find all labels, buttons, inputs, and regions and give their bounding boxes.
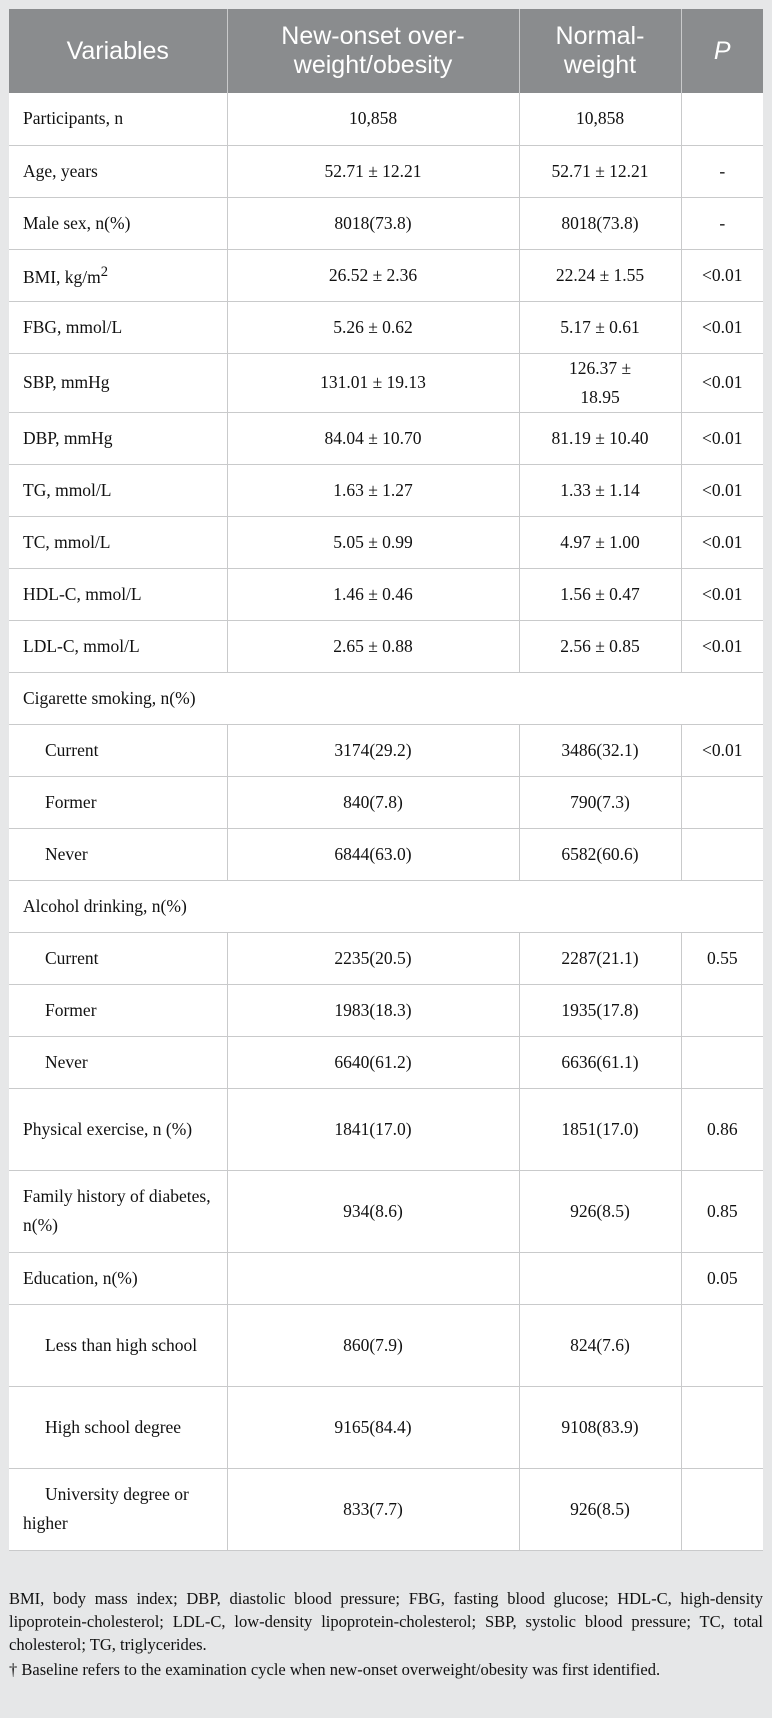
value-p: [681, 984, 763, 1036]
table-row-tc: [9, 516, 763, 568]
value-new-onset: 2235(20.5): [227, 932, 519, 984]
table-row-group-cigarette-smoking: [9, 672, 763, 724]
table-row-fbg: [9, 301, 763, 353]
value-normal-weight: 81.19 ± 10.40: [519, 412, 681, 464]
value-p: [681, 1386, 763, 1468]
value-p: <0.01: [681, 353, 763, 412]
value-normal-weight: 6636(61.1): [519, 1036, 681, 1088]
table-row-participants: [9, 93, 763, 145]
row-label: Former: [9, 776, 227, 828]
value-p: 0.86: [681, 1088, 763, 1170]
row-label-text: University degree or higher: [23, 1484, 189, 1533]
value-p: [681, 93, 763, 145]
value-normal-weight: 52.71 ± 12.21: [519, 145, 681, 197]
value-normal-weight: 5.17 ± 0.61: [519, 301, 681, 353]
table-row-ldl-c: [9, 620, 763, 672]
table-footnotes: [9, 1587, 763, 1681]
row-label: [9, 1304, 227, 1386]
value-normal-weight: 926(8.5): [519, 1468, 681, 1550]
abbreviations-footnote: BMI, body mass index; DBP, diastolic blood pressure; FBG, fasting blood glucose; HDL-C, high-density lipoprotein-cholesterol; LDL-C, low-density lipoprotein-cholesterol; SBP, systolic blood pressure; TC, total cholesterol; TG, triglycerides.: [9, 1589, 763, 1654]
value-p: 0.55: [681, 932, 763, 984]
row-label: Former: [9, 984, 227, 1036]
row-label: Age, years: [9, 145, 227, 197]
row-label: SBP, mmHg: [9, 353, 227, 412]
table-row-smoking-former: [9, 776, 763, 828]
table-row-sbp: [9, 353, 763, 412]
value-new-onset: 8018(73.8): [227, 197, 519, 249]
value-new-onset: [227, 1252, 519, 1304]
value-new-onset: 131.01 ± 19.13: [227, 353, 519, 412]
table-row-education-high-school: [9, 1386, 763, 1468]
value-p: -: [681, 145, 763, 197]
row-label-text: BMI, kg/m: [23, 266, 101, 287]
value-p: [681, 1304, 763, 1386]
value-normal-weight: 4.97 ± 1.00: [519, 516, 681, 568]
table-row-age: [9, 145, 763, 197]
value-p: [681, 1468, 763, 1550]
group-label: Alcohol drinking, n(%): [9, 880, 763, 932]
value-normal-weight: 6582(60.6): [519, 828, 681, 880]
value-normal-weight: 126.37 ± 18.95: [519, 353, 681, 412]
row-label: Physical exercise, n (%): [9, 1088, 227, 1170]
value-new-onset: 1983(18.3): [227, 984, 519, 1036]
value-new-onset: 860(7.9): [227, 1304, 519, 1386]
row-label: Education, n(%): [9, 1252, 227, 1304]
value-normal-weight: 9108(83.9): [519, 1386, 681, 1468]
header-p-value: P: [681, 9, 763, 93]
value-new-onset: 5.05 ± 0.99: [227, 516, 519, 568]
value-normal-weight: 790(7.3): [519, 776, 681, 828]
value-new-onset: 26.52 ± 2.36: [227, 249, 519, 301]
value-normal-weight: 10,858: [519, 93, 681, 145]
row-label-text: High school degree: [45, 1416, 182, 1437]
value-p: 0.05: [681, 1252, 763, 1304]
table-row-family-history-diabetes: [9, 1170, 763, 1252]
value-new-onset: 3174(29.2): [227, 724, 519, 776]
value-p: [681, 776, 763, 828]
value-new-onset: 6640(61.2): [227, 1036, 519, 1088]
header-normal-weight: Normal-weight: [519, 9, 681, 93]
value-normal-weight: 824(7.6): [519, 1304, 681, 1386]
value-normal-weight: 926(8.5): [519, 1170, 681, 1252]
table-row-physical-exercise: [9, 1088, 763, 1170]
value-normal-weight: 1851(17.0): [519, 1088, 681, 1170]
baseline-characteristics-table: [9, 9, 763, 1551]
table-row-tg: [9, 464, 763, 516]
row-label: FBG, mmol/L: [9, 301, 227, 353]
superscript: 2: [100, 264, 109, 281]
header-new-onset-overweight-obesity: New-onset over-weight/obesity: [227, 9, 519, 93]
table-row-alcohol-former: [9, 984, 763, 1036]
row-label: TC, mmol/L: [9, 516, 227, 568]
row-label: Family history of diabetes, n(%): [9, 1170, 227, 1252]
table-row-hdl-c: [9, 568, 763, 620]
value-normal-weight: 8018(73.8): [519, 197, 681, 249]
row-label: LDL-C, mmol/L: [9, 620, 227, 672]
row-label: Current: [9, 932, 227, 984]
value-p: <0.01: [681, 620, 763, 672]
row-label: HDL-C, mmol/L: [9, 568, 227, 620]
value-p: <0.01: [681, 724, 763, 776]
group-label: Cigarette smoking, n(%): [9, 672, 763, 724]
value-p: <0.01: [681, 301, 763, 353]
value-p: <0.01: [681, 568, 763, 620]
table-row-male-sex: [9, 197, 763, 249]
row-label: Never: [9, 1036, 227, 1088]
value-p: 0.85: [681, 1170, 763, 1252]
row-label: [9, 1468, 227, 1550]
value-new-onset: 84.04 ± 10.70: [227, 412, 519, 464]
table-row-smoking-current: [9, 724, 763, 776]
baseline-definition-footnote: † Baseline refers to the examination cycle when new-onset overweight/obesity was first identified.: [9, 1660, 661, 1679]
table-header-row: [9, 9, 763, 93]
value-new-onset: 1.46 ± 0.46: [227, 568, 519, 620]
value-p: [681, 1036, 763, 1088]
table-row-alcohol-never: [9, 1036, 763, 1088]
value-new-onset: 6844(63.0): [227, 828, 519, 880]
value-new-onset: 2.65 ± 0.88: [227, 620, 519, 672]
value-normal-weight: 3486(32.1): [519, 724, 681, 776]
value-new-onset: 840(7.8): [227, 776, 519, 828]
value-normal-weight: 1.56 ± 0.47: [519, 568, 681, 620]
value-new-onset: 1.63 ± 1.27: [227, 464, 519, 516]
value-new-onset: 52.71 ± 12.21: [227, 145, 519, 197]
row-label: Current: [9, 724, 227, 776]
value-normal-weight: 2287(21.1): [519, 932, 681, 984]
value-normal-weight: 2.56 ± 0.85: [519, 620, 681, 672]
row-label: DBP, mmHg: [9, 412, 227, 464]
value-p: <0.01: [681, 516, 763, 568]
row-label: [9, 1386, 227, 1468]
value-p: <0.01: [681, 412, 763, 464]
value-new-onset: 9165(84.4): [227, 1386, 519, 1468]
table-row-education-less-than-high-school: [9, 1304, 763, 1386]
table-row-education-university: [9, 1468, 763, 1550]
value-new-onset: 5.26 ± 0.62: [227, 301, 519, 353]
value-p: <0.01: [681, 249, 763, 301]
value-normal-weight: 1935(17.8): [519, 984, 681, 1036]
table-row-smoking-never: [9, 828, 763, 880]
value-new-onset: 1841(17.0): [227, 1088, 519, 1170]
table-row-education: [9, 1252, 763, 1304]
row-label: Never: [9, 828, 227, 880]
value-normal-weight: [519, 1252, 681, 1304]
table-row-bmi: [9, 249, 763, 301]
row-label: Male sex, n(%): [9, 197, 227, 249]
row-label: Participants, n: [9, 93, 227, 145]
row-label-text: Less than high school: [45, 1334, 198, 1355]
value-new-onset: 833(7.7): [227, 1468, 519, 1550]
row-label: [9, 249, 227, 301]
header-variables: Variables: [9, 9, 227, 93]
value-normal-weight: 22.24 ± 1.55: [519, 249, 681, 301]
table-row-group-alcohol-drinking: [9, 880, 763, 932]
value-new-onset: 934(8.6): [227, 1170, 519, 1252]
value-p: <0.01: [681, 464, 763, 516]
value-normal-weight: 1.33 ± 1.14: [519, 464, 681, 516]
table-row-dbp: [9, 412, 763, 464]
value-p: -: [681, 197, 763, 249]
value-p: [681, 828, 763, 880]
table-row-alcohol-current: [9, 932, 763, 984]
value-new-onset: 10,858: [227, 93, 519, 145]
row-label: TG, mmol/L: [9, 464, 227, 516]
